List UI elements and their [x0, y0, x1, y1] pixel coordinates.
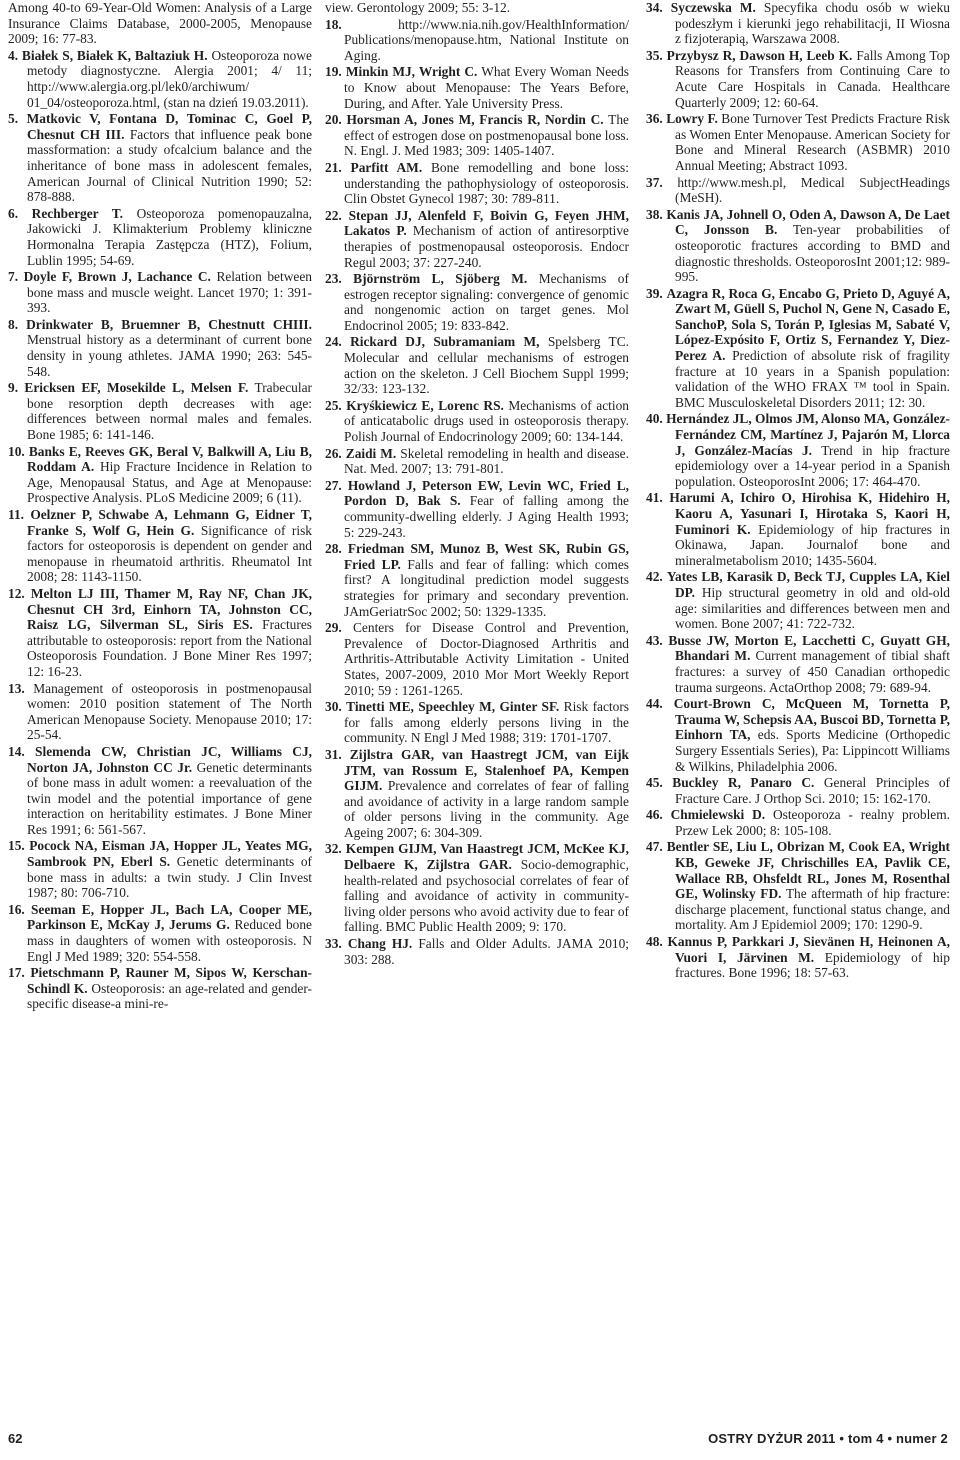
reference-authors: Stepan JJ, Alenfeld F, Boivin G, Feyen JHM, Lakatos P. — [344, 207, 629, 239]
reference-item — [325, 17, 629, 64]
reference-text: eds. Sports Medicine (Orthopedic Surgery Essentials Series), Pa: Lippincott Williams & Wilkins, Philadelphia 2006. — [675, 727, 951, 774]
reference-text: http://www.mesh.pl, Medical SubjectHeadings (MeSH). — [675, 174, 950, 206]
reference-number: 26. — [325, 445, 342, 461]
reference-number: 23. — [325, 271, 342, 287]
reference-item — [646, 207, 950, 285]
reference-authors: Seeman E, Hopper JL, Bach LA, Cooper ME, Parkinson E, McKay J, Jerums G. — [27, 901, 312, 933]
reference-authors: Chmielewski D. — [670, 807, 766, 823]
reference-item — [646, 286, 950, 411]
reference-item — [8, 681, 312, 743]
reference-authors: Yates LB, Karasik D, Beck TJ, Cupples LA, Kiel DP. — [666, 569, 950, 600]
reference-number: 12. — [8, 585, 25, 601]
reference-text: Trabecular bone resorption depth decreases with age: differences between normal males and females. Bone 1985; 6: 141-146. — [27, 380, 312, 443]
reference-authors: Busse JW, Morton E, Lacchetti C, Guyatt GH, Bhandari M. — [668, 632, 950, 664]
reference-item — [325, 112, 629, 159]
reference-item — [325, 841, 629, 935]
reference-authors: Rickard DJ, Subramaniam M, — [350, 334, 540, 350]
reference-number: 39. — [646, 285, 663, 301]
reference-authors: Pocock NA, Eisman JA, Hopper JL, Yeates MG, Sambrook PN, Eberl S. — [27, 838, 312, 870]
reference-item — [8, 902, 312, 964]
reference-text: Epidemiology of hip fractures in Okinawa, Japan. Journalof bone and mineralmetabolism 2010; 1435-5604. — [675, 521, 951, 568]
reference-text: The aftermath of hip fracture: discharge placement, functional status change, and mortality. Am J Epidemiol 2009; 170: 1290-9. — [675, 886, 951, 933]
reference-item — [646, 633, 950, 695]
reference-text: Hip Fracture Incidence in Relation to Age, Menopausal Status, and Age at Menopause: Prospective Analysis. PLoS Medicine 2009; 6 (11). — [27, 459, 312, 506]
reference-column-1 — [8, 0, 312, 1013]
reference-text: Osteoporoza - realny problem. Przew Lek 2000; 8: 105-108. — [675, 807, 950, 838]
reference-item — [646, 696, 950, 774]
reference-text: Bone Turnover Test Predicts Fracture Risk as Women Enter Menopause. American Society for Bone and Mineral Research (ASBMR) 2010 Annual Meeting; Abstract 1093. — [675, 111, 950, 173]
reference-item — [325, 747, 629, 841]
reference-authors: Ericksen EF, Mosekilde L, Melsen F. — [24, 380, 249, 396]
reference-text: Falls Among Top Reasons for Transfers from Continuing Care to Acute Care Hospitals in Canada. Healthcare Quarterly 2009; 12: 60-64. — [675, 47, 950, 110]
reference-item — [325, 160, 629, 207]
reference-authors: Hernández JL, Olmos JM, Alonso MA, González-Fernández CM, Martínez J, Pajarón M, Llorca J, González-Macías J. — [666, 411, 950, 458]
reference-number: 46. — [646, 807, 663, 823]
reference-number: 20. — [325, 112, 342, 128]
reference-text: Management of osteoporosis in postmenopausal women: 2010 position statement of The North American Menopause Society. Menopause 2010; 17: 25-54. — [27, 680, 312, 743]
reference-number: 38. — [646, 206, 663, 222]
reference-number: 14. — [8, 743, 25, 759]
reference-item — [325, 699, 629, 746]
reference-number: 48. — [646, 934, 663, 950]
reference-number: 29. — [325, 620, 342, 636]
reference-column-3 — [646, 0, 950, 982]
reference-text: Falls and fear of falling: which comes first? A longitudinal prediction model suggests strategies for primary and secondary prevention. JAmGeriatrSoc 2002; 50: 1329-1335. — [344, 556, 630, 619]
reference-authors: Oelzner P, Schwabe A, Lehmann G, Eidner T, Franke S, Wolf G, Hein G. — [27, 507, 312, 538]
reference-text: Current management of tibial shaft fractures: a survey of 450 Canadian orthopedic trauma surgeons. ActaOrthop 2008; 79: 689-94. — [675, 648, 950, 695]
reference-number: 13. — [8, 680, 25, 696]
reference-authors: Court-Brown C, McQueen M, Tornetta P, Trauma W, Schepsis AA, Buscoi BD, Tornetta P, Einhorn TA, — [673, 696, 950, 743]
reference-number: 47. — [646, 839, 663, 855]
reference-number: 11. — [8, 507, 24, 522]
reference-item — [325, 0, 629, 16]
reference-item — [8, 838, 312, 900]
reference-text: Bone remodelling and bone loss: understanding the pathophysiology of osteoporosis. Clin Obstet Gynecol 1987; 30: 789-811. — [344, 159, 629, 207]
reference-item — [8, 317, 312, 379]
reference-number: 40. — [646, 411, 663, 427]
reference-item — [8, 206, 312, 268]
reference-number: 41. — [646, 490, 663, 506]
reference-authors: Syczewska M. — [670, 0, 756, 15]
reference-authors: Pietschmann P, Rauner M, Sipos W, Kerschan-Schindl K. — [27, 965, 312, 996]
reference-authors: Banks E, Reeves GK, Beral V, Balkwill A, Liu B, Roddam A. — [27, 443, 312, 475]
reference-item — [646, 175, 950, 206]
reference-authors: Matkovic V, Fontana D, Tominac C, Goel P, Chesnut CH III. — [26, 111, 312, 142]
reference-text: Centers for Disease Control and Prevention, Prevalence of Doctor-Diagnosed Arthritis and Arthritis-Attributable Activity Limitation - United States, 2007-2009, 2010 Mor Mort Weekly Report 2010; 59 : 1261-1265. — [344, 620, 629, 698]
reference-item — [325, 334, 629, 396]
reference-text: view. Gerontology 2009; 55: 3-12. — [325, 0, 511, 15]
reference-item — [646, 411, 950, 489]
reference-number: 25. — [325, 397, 342, 413]
reference-authors: Kryśkiewicz E, Lorenc RS. — [346, 397, 504, 413]
reference-number: 30. — [325, 699, 342, 715]
reference-text: What Every Woman Needs to Know about Menopause: The Years Before, During, and After. Yale University Press. — [344, 64, 629, 111]
reference-column-2 — [325, 0, 629, 968]
reference-authors: Zijlstra GAR, van Haastregt JCM, van Eijk JTM, van Rossum E, Stalenhoef PA, Kempen GIJM. — [344, 746, 629, 794]
reference-item — [646, 934, 950, 981]
reference-number: 8. — [8, 316, 19, 332]
reference-text: Skeletal remodeling in health and disease. Nat. Med. 2007; 13: 791-801. — [344, 445, 629, 477]
page-footer — [0, 1431, 960, 1453]
reference-text: Among 40-to 69-Year-Old Women: Analysis of a Large Insurance Claims Database, 2000-2005, Menopause 2009; 16: 77-83. — [8, 0, 312, 47]
reference-text: Fear of falling among the community-dwelling elderly. J Aging Health 1993; 5: 229-243. — [344, 493, 629, 540]
reference-text: http://www.nia.nih.gov/HealthInformation/ Publications/menopause.htm, National Institute on Aging. — [344, 16, 629, 63]
reference-authors: Rechberger T. — [31, 205, 124, 221]
reference-text: Prediction of absolute risk of fragility fracture at 10 years in a Spanish population: validation of the WHO FRAX ™ tool in Spain. BMC Musculoskeletal Disorders 2011; 12: 30. — [675, 348, 950, 410]
reference-number: 5. — [8, 111, 19, 127]
reference-number: 9. — [8, 380, 19, 396]
reference-text: Mechanisms of action of anticatabolic drugs used in osteoporosis therapy. Polish Journal of Endocrinology 2009; 60: 134-144. — [344, 397, 629, 445]
reference-authors: Bentler SE, Liu L, Obrizan M, Cook EA, Wright KB, Geweke JF, Chrischilles EA, Pavlik CE, Wallace RB, Ohsfeldt RL, Jones M, Rosenthal GE, Wolinsky FD. — [666, 839, 950, 902]
reference-number: 24. — [325, 334, 342, 350]
reference-text: Epidemiology of hip fractures. Bone 1996; 18: 57-63. — [675, 949, 950, 981]
reference-item — [646, 775, 950, 806]
reference-number: 22. — [325, 207, 342, 223]
reference-item — [8, 111, 312, 205]
reference-number: 32. — [325, 841, 342, 857]
reference-item — [646, 490, 950, 568]
reference-text: Spelsberg TC. Molecular and cellular mechanisms of estrogen action on the skeleton. J Cell Biochem Suppl 1999; 32/33: 123-132. — [344, 334, 629, 397]
reference-authors: Buckley R, Panaro C. — [672, 775, 815, 791]
reference-number: 6. — [8, 205, 19, 221]
reference-number: 36. — [646, 111, 663, 127]
reference-authors: Björnström L, Sjöberg M. — [353, 271, 528, 287]
reference-item — [325, 620, 629, 698]
reference-item — [8, 380, 312, 442]
reference-authors: Melton LJ III, Thamer M, Ray NF, Chan JK, Chesnut CH 3rd, Einhorn TA, Johnston CC, Raisz LG, Silverman SL, Siris ES. — [27, 585, 312, 633]
reference-item — [325, 446, 629, 477]
reference-text: Osteoporoza nowe metody diagnostyczne. Alergia 2001; 4/ 11; http://www.alergia.org.pl/lek0/archiwum/ 01_04/osteoporoza.html, (stan na dzień 19.03.2011). — [27, 47, 312, 110]
reference-number: 43. — [646, 632, 663, 648]
reference-authors: Friedman SM, Munoz B, West SK, Rubin GS, Fried LP. — [344, 541, 629, 572]
reference-text: Trend in hip fracture epidemiology over a 14-year period in a Spanish population. OsteoporosInt 2006; 17: 464-470. — [675, 442, 950, 489]
reference-number: 27. — [325, 477, 342, 493]
reference-authors: Przybysz R, Dawson H, Leeb K. — [666, 47, 853, 63]
reference-text: Falls and Older Adults. JAMA 2010; 303: 288. — [344, 936, 629, 967]
reference-number: 34. — [646, 0, 663, 15]
reference-authors: Doyle F, Brown J, Lachance C. — [23, 269, 211, 285]
reference-number: 37. — [646, 174, 663, 190]
reference-authors: Harumi A, Ichiro O, Hirohisa K, Hidehiro H, Kaoru A, Yasunari I, Hirotaka S, Kaori H, Fuminori K. — [669, 490, 950, 537]
reference-authors: Kannus P, Parkkari J, Sievänen H, Heinonen A, Vuori I, Järvinen M. — [667, 934, 950, 965]
reference-item — [8, 269, 312, 316]
reference-text: Genetic determinants of bone mass in adult women: a reevaluation of the twin model and the potential importance of gene interaction on heritability estimates. J Bone Miner Res 1991; 6: 561-567. — [27, 759, 312, 837]
reference-item — [325, 478, 629, 540]
reference-number: 42. — [646, 569, 663, 585]
reference-number: 44. — [646, 696, 663, 712]
reference-number: 19. — [325, 64, 342, 80]
reference-authors: Parfitt AM. — [350, 159, 423, 175]
reference-number: 4. — [8, 47, 19, 63]
reference-text: Reduced bone mass in daughters of women with osteoporosis. N Engl J Med 1989; 320: 554-558. — [27, 917, 312, 964]
reference-item — [646, 807, 950, 838]
reference-text: Specyfika chodu osób w wieku podeszłym i kierunki jego rehabilitacji, II Wiosna z fizjoterapią, Warszawa 2008. — [675, 0, 950, 47]
reference-text: Hip structural geometry in old and old-old age: similarities and differences between men and women. Bone 2007; 41: 722-732. — [675, 584, 950, 632]
reference-item — [8, 965, 312, 1012]
reference-item — [325, 64, 629, 111]
reference-number: 16. — [8, 901, 25, 917]
reference-text: Fractures attributable to osteoporosis: report from the National Osteoporosis Foundation. J Bone Miner Res 1997; 12: 16-23. — [27, 617, 312, 679]
journal-issue: OSTRY DYŻUR 2011 • tom 4 • numer 2 — [708, 1431, 948, 1446]
reference-authors: Lowry F. — [666, 111, 718, 127]
reference-item — [646, 839, 950, 933]
reference-number: 17. — [8, 965, 25, 981]
reference-item — [325, 208, 629, 270]
reference-item — [646, 569, 950, 631]
reference-item — [8, 444, 312, 506]
reference-text: Prevalence and correlates of fear of falling and avoidance of activity in a large random sample of older persons living in the community. Age Ageing 2007; 6: 304-309. — [344, 778, 629, 840]
reference-authors: Horsman A, Jones M, Francis R, Nordin C. — [346, 112, 604, 128]
reference-text: Mechanisms of estrogen receptor signaling: convergence of genomic and nongenomic action on target genes. Mol Endocrinol 2005; 19: 833-842. — [344, 271, 629, 333]
reference-text: General Principles of Fracture Care. J Orthop Sci. 2010; 15: 162-170. — [675, 775, 950, 806]
reference-item — [325, 936, 629, 967]
reference-number: 28. — [325, 541, 342, 557]
reference-text: Genetic determinants of bone mass in adults: a twin study. J Clin Invest 1987; 80: 706-710. — [27, 854, 312, 901]
reference-authors: Drinkwater B, Bruemner B, Chestnutt CHIII. — [26, 316, 312, 332]
reference-number: 18. — [325, 16, 342, 32]
reference-text: Risk factors for falls among elderly persons living in the community. N Engl J Med 1988; 319: 1701-1707. — [344, 699, 629, 746]
reference-number: 35. — [646, 47, 663, 63]
reference-authors: Slemenda CW, Christian JC, Williams CJ, Norton JA, Johnston CC Jr. — [27, 743, 312, 775]
reference-item — [325, 271, 629, 333]
reference-authors: Howland J, Peterson EW, Levin WC, Fried L, Pordon D, Bak S. — [344, 477, 629, 509]
reference-authors: Kanis JA, Johnell O, Oden A, Dawson A, De Laet C, Jonsson B. — [666, 206, 950, 238]
reference-text: Mechanism of action of antiresorptive therapies of postmenopausal osteoporosis. Endocr Regul 2003; 37: 227-240. — [344, 223, 629, 270]
reference-authors: Tinetti ME, Speechley M, Ginter SF. — [346, 699, 560, 715]
reference-text: Socio-demographic, health-related and psychosocial correlates of fear of falling and avoidance of activity in community-living older persons who avoid activity due to fear of falling. BMC Public Health 2009; 9: 170. — [344, 857, 629, 935]
reference-number: 7. — [8, 269, 19, 285]
reference-text: Ten-year probabilities of osteoporotic fractures according to BMD and diagnostic thresholds. OsteoporosInt 2001;12: 989-995. — [675, 222, 950, 285]
reference-item — [8, 48, 312, 110]
reference-authors: Kempen GIJM, Van Haastregt JCM, McKee KJ, Delbaere K, Zijlstra GAR. — [344, 841, 629, 873]
reference-item — [646, 48, 950, 110]
reference-text: Significance of risk factors for osteoporosis is dependent on gender and menopause in rheumatoid arthritis. Rheumatol Int 2008; 28: 1143-1150. — [27, 522, 312, 585]
reference-item — [325, 398, 629, 445]
reference-text: The effect of estrogen dose on postmenopausal bone loss. N. Engl. J. Med 1983; 309: 1405-1407. — [344, 112, 629, 159]
reference-item — [8, 0, 312, 47]
reference-item — [646, 111, 950, 173]
reference-number: 10. — [8, 443, 25, 459]
reference-number: 15. — [8, 838, 25, 854]
reference-authors: Zaidi M. — [345, 445, 397, 461]
reference-item — [8, 507, 312, 585]
reference-authors: Minkin MJ, Wright C. — [345, 64, 478, 80]
reference-authors: Azagra R, Roca G, Encabo G, Prieto D, Aguyé A, Zwart M, Güell S, Puchol N, Gene N, Casado E, SanchoP, Sola S, Torán P, Iglesias M, Sabaté V, López-Expósito F, Ortiz S, Fernandez Y, Diez-Perez A. — [666, 285, 950, 364]
reference-text: Relation between bone mass and muscle weight. Lancet 1970; 1: 391-393. — [27, 269, 312, 316]
reference-item — [646, 0, 950, 47]
reference-text: Osteoporosis: an age-related and gender-specific disease-a mini-re- — [27, 980, 312, 1012]
page-number: 62 — [8, 1431, 23, 1446]
reference-item — [8, 744, 312, 838]
reference-text: Osteoporoza pomenopauzalna, Jakowicki J. Klimakterium Problemy kliniczne Hormonalna Terapia Zastępcza (HTZ), Folium, Lublin 1995; 54-69. — [27, 205, 312, 268]
reference-text: Factors that influence peak bone massformation: a study ofcalcium balance and the inheritance of bone mass in adolescent females, American Journal of Clinical Nutrition 1990; 52: 878-888. — [27, 126, 313, 205]
reference-text: Menstrual history as a determinant of current bone density in young athletes. JAMA 1990; 263: 545-548. — [27, 332, 312, 379]
reference-number: 33. — [325, 936, 342, 952]
reference-number: 31. — [325, 746, 342, 762]
reference-number: 21. — [325, 159, 342, 175]
reference-item — [8, 586, 312, 680]
reference-number: 45. — [646, 775, 663, 791]
reference-authors: Białek S, Białek K, Baltaziuk H. — [21, 47, 208, 63]
reference-authors: Chang HJ. — [347, 936, 413, 952]
reference-item — [325, 541, 629, 619]
